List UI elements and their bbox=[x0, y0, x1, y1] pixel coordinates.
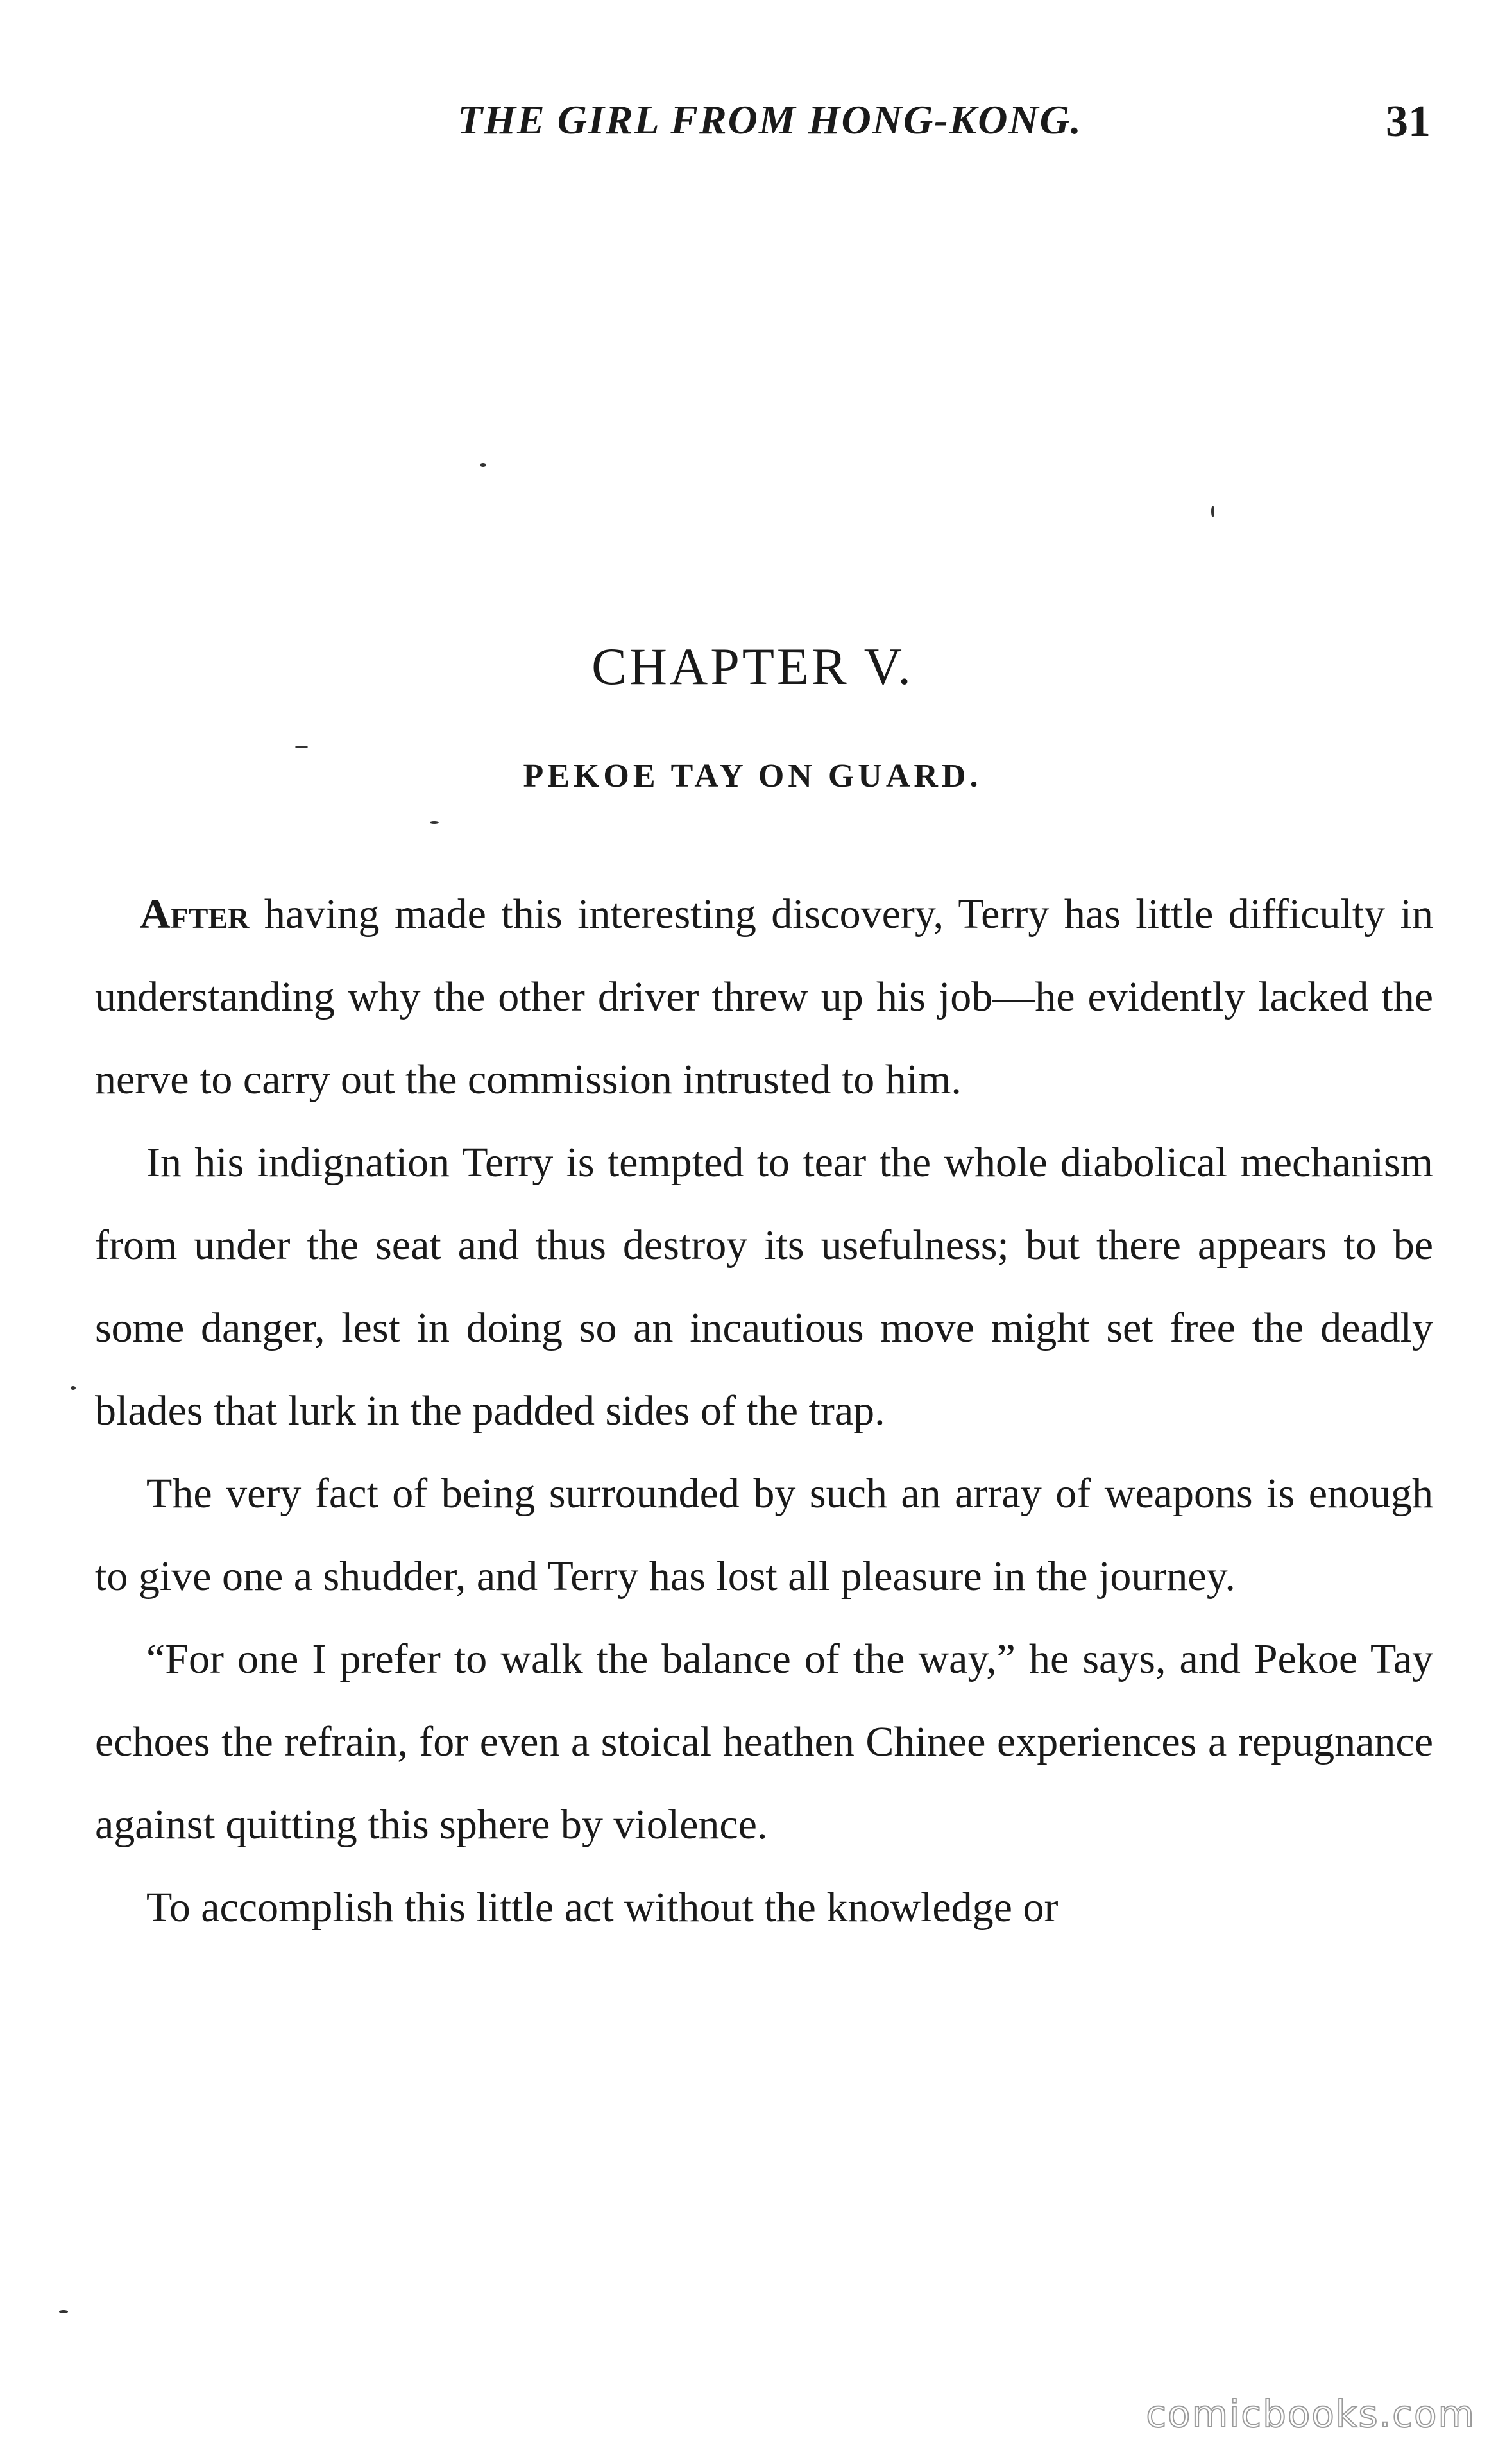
paragraph bbox=[95, 1121, 1433, 1452]
paragraph-text: having made this interesting discovery, Terry has little difficulty in understanding why the other driver threw up his job—he evidently lacked the nerve to carry out the commission intrusted to him. bbox=[95, 891, 1433, 1103]
page-number: 31 bbox=[1386, 97, 1431, 146]
chapter-subtitle: PEKOE TAY ON GUARD. bbox=[523, 758, 982, 794]
scan-speck bbox=[1211, 506, 1214, 517]
paragraph-text: The very fact of being surrounded by such an array of weapons is enough to give one a shudder, and Terry has lost all pleasure in the journey. bbox=[95, 1470, 1433, 1600]
paragraph bbox=[95, 1618, 1433, 1866]
paragraph bbox=[95, 873, 1433, 1121]
scan-speck bbox=[59, 2310, 68, 2313]
paragraph-text: In his indignation Terry is tempted to tear the whole diabolical mechanism from under the seat and thus destroy its usefulness; but there appears to be some danger, lest in doing so an incautious move might set free the deadly blades that lurk in the padded sides of the trap. bbox=[95, 1139, 1433, 1434]
paragraph-text: To accomplish this little act without the knowledge or bbox=[146, 1884, 1059, 1931]
watermark: comicbooks.com bbox=[1146, 2392, 1475, 2436]
scan-speck bbox=[480, 463, 486, 467]
scan-speck bbox=[430, 821, 439, 824]
paragraph-text: “For one I prefer to walk the balance of the way,” he says, and Pekoe Tay echoes the refrain, for even a stoical heathen Chinee experiences a repugnance against quitting this sphere by violence. bbox=[95, 1636, 1433, 1848]
scan-speck bbox=[71, 1386, 76, 1390]
paragraph bbox=[95, 1866, 1433, 1949]
paragraph-lead-word: After bbox=[140, 891, 250, 937]
running-head: THE GIRL FROM HONG-KONG. bbox=[457, 97, 1082, 142]
body-text bbox=[95, 873, 1433, 1949]
paragraph bbox=[95, 1452, 1433, 1618]
scan-speck bbox=[295, 746, 308, 748]
chapter-title: CHAPTER V. bbox=[591, 637, 914, 696]
